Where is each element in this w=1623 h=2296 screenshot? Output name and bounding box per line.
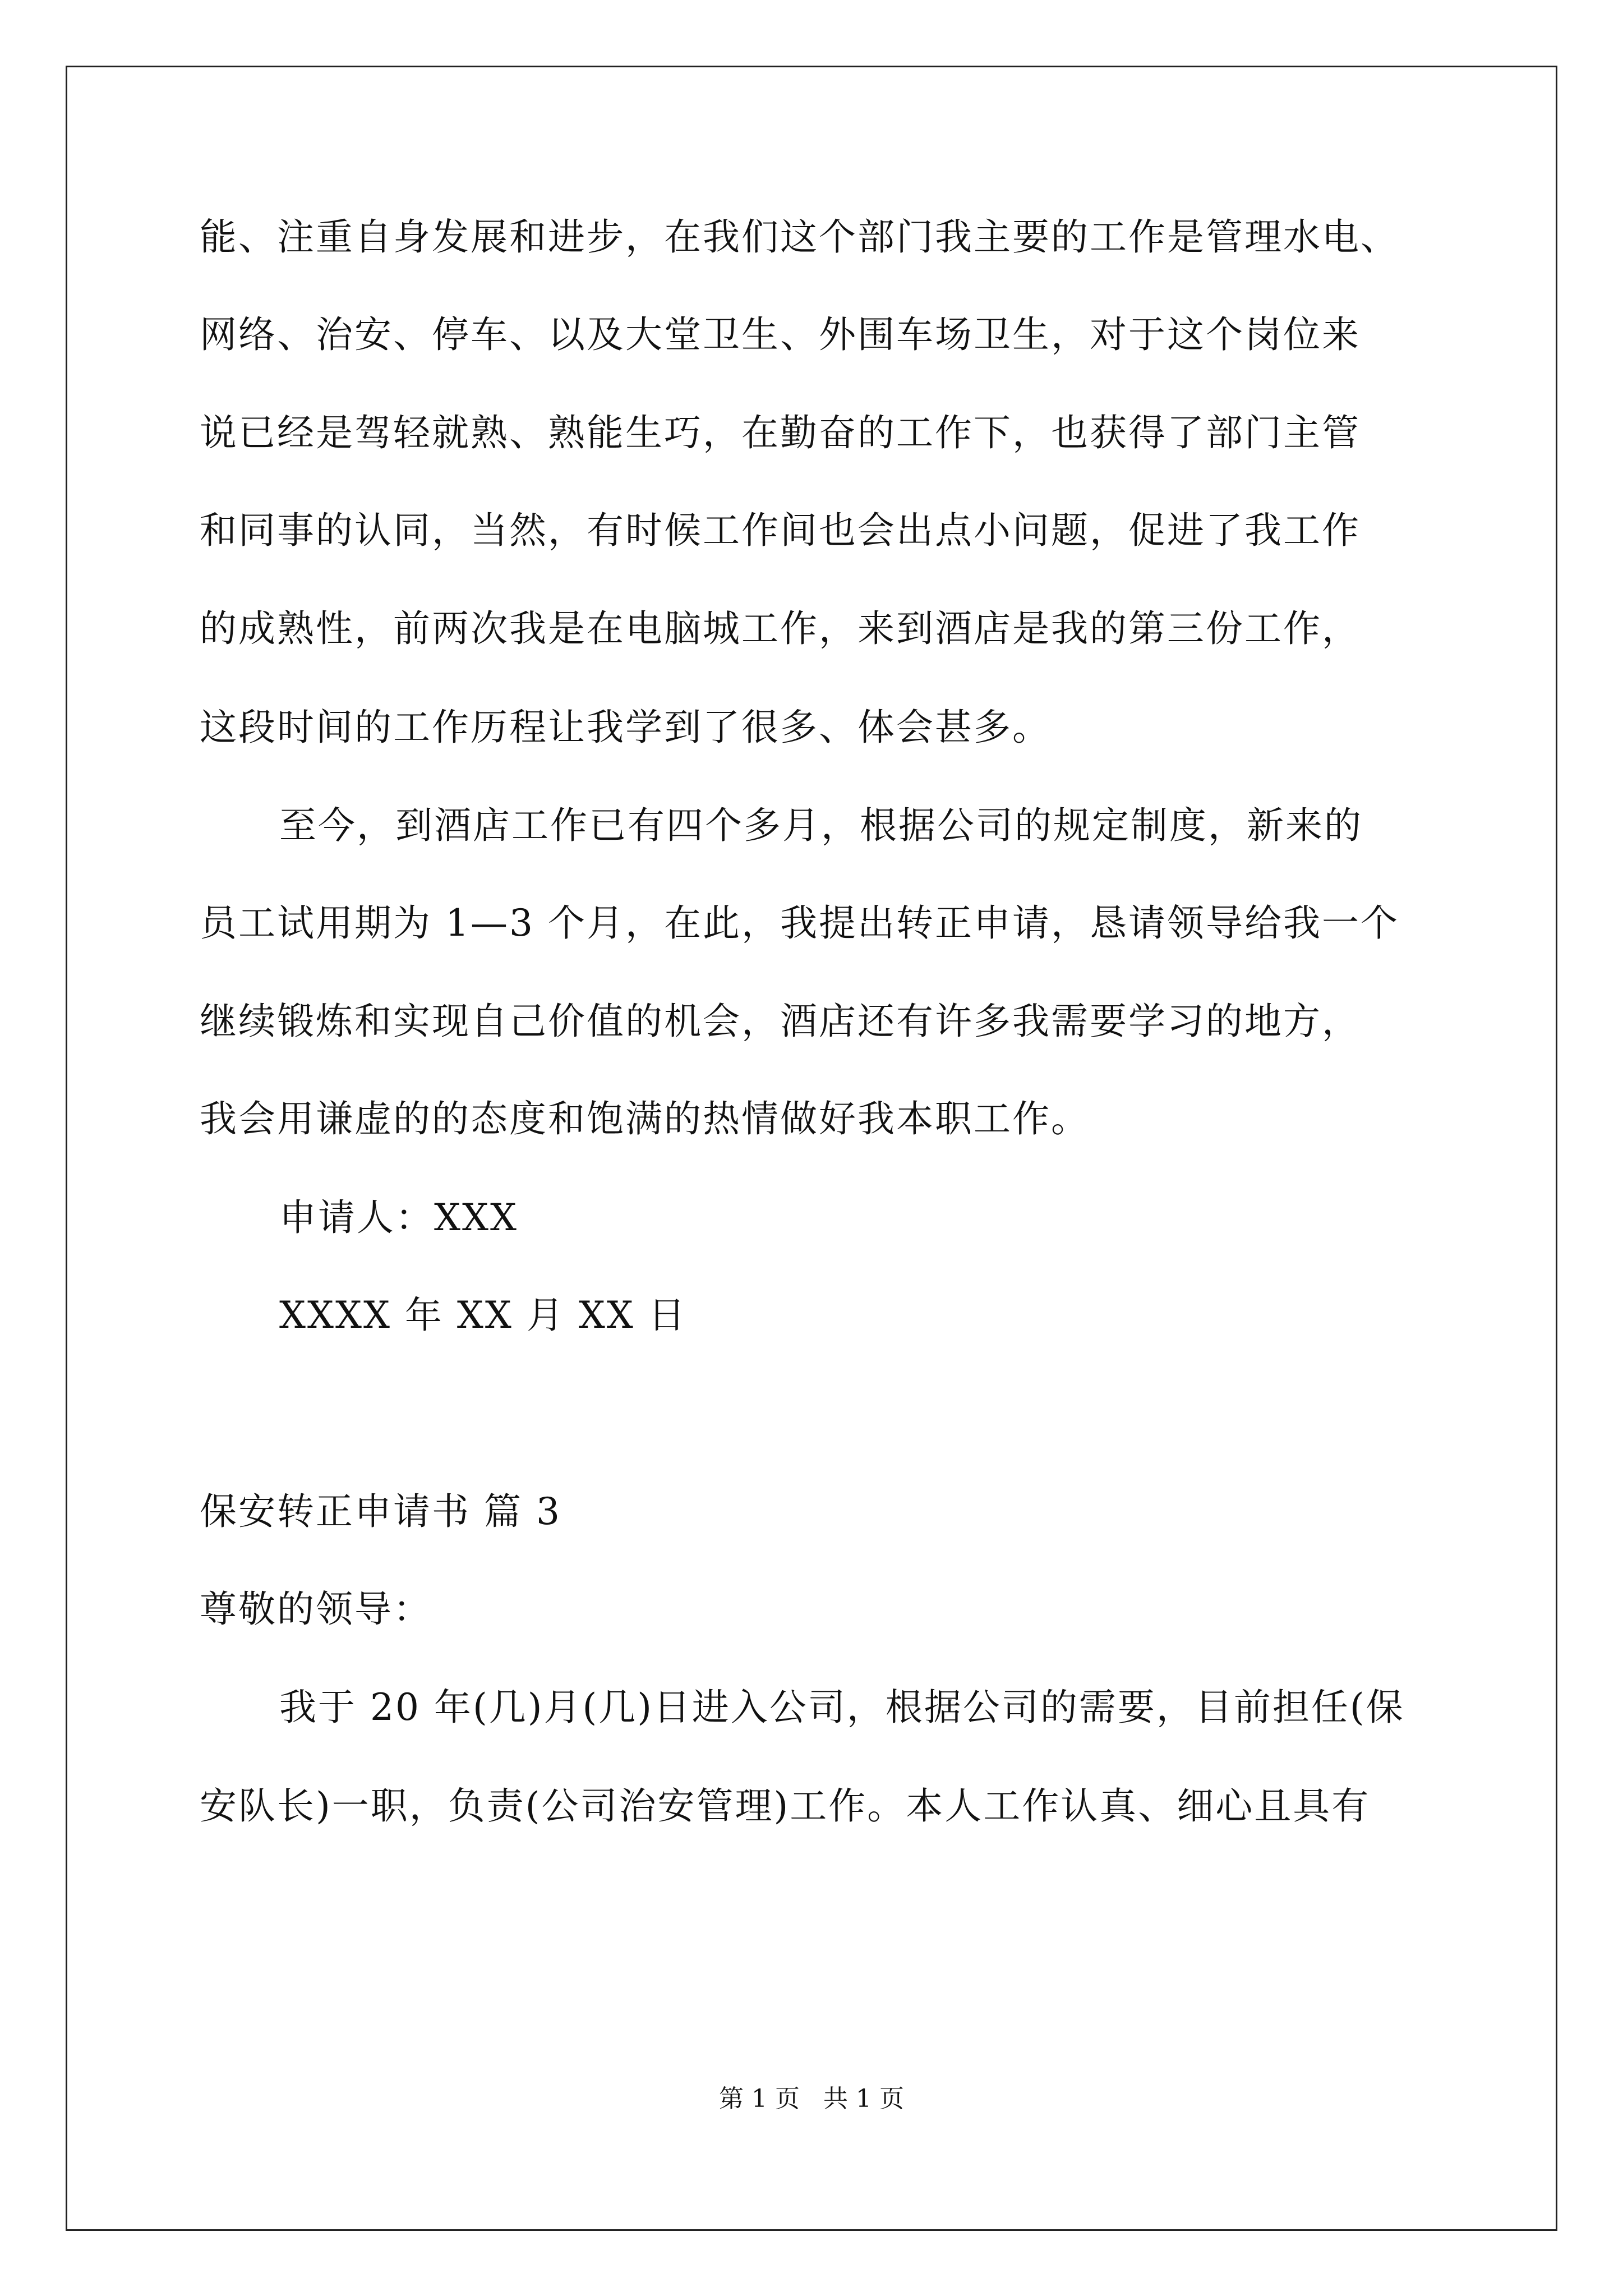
body-line-7: 至今，到酒店工作已有四个多月，根据公司的规定制度，新来的 bbox=[279, 804, 1363, 847]
body-line-9: 继续锻炼和实现自己价值的机会，酒店还有许多我需要学习的地方， bbox=[200, 1000, 1361, 1043]
body-line-5: 的成熟性，前两次我是在电脑城工作，来到酒店是我的第三份工作， bbox=[200, 607, 1361, 650]
body-line-6: 这段时间的工作历程让我学到了很多、体会甚多。 bbox=[200, 706, 1051, 749]
salutation: 尊敬的领导： bbox=[200, 1588, 432, 1631]
applicant-line: 申请人：XXX bbox=[279, 1196, 518, 1239]
date-line: XXXX 年 XX 月 XX 日 bbox=[279, 1294, 687, 1337]
page-footer: 第 1 页 共 1 页 bbox=[719, 2085, 904, 2113]
body-line-1: 能、注重自身发展和进步，在我们这个部门我主要的工作是管理水电、 bbox=[200, 215, 1399, 259]
body-line-8: 员工试用期为 1—3 个月，在此，我提出转正申请，恳请领导给我一个 bbox=[200, 901, 1399, 945]
body-line-11: 我于 20 年(几)月(几)日进入公司，根据公司的需要，目前担任(保 bbox=[279, 1686, 1405, 1729]
body-line-4: 和同事的认同，当然，有时候工作间也会出点小问题，促进了我工作 bbox=[200, 509, 1361, 552]
body-line-3: 说已经是驾轻就熟、熟能生巧，在勤奋的工作下，也获得了部门主管 bbox=[200, 411, 1361, 454]
body-line-2: 网络、治安、停车、以及大堂卫生、外围车场卫生，对于这个岗位来 bbox=[200, 313, 1361, 356]
body-line-12: 安队长)一职，负责(公司治安管理)工作。本人工作认真、细心且具有 bbox=[200, 1784, 1371, 1828]
body-line-10: 我会用谦虚的的态度和饱满的热情做好我本职工作。 bbox=[200, 1097, 1090, 1140]
section-heading: 保安转正申请书 篇 3 bbox=[200, 1490, 561, 1533]
page-border bbox=[66, 66, 1557, 2231]
